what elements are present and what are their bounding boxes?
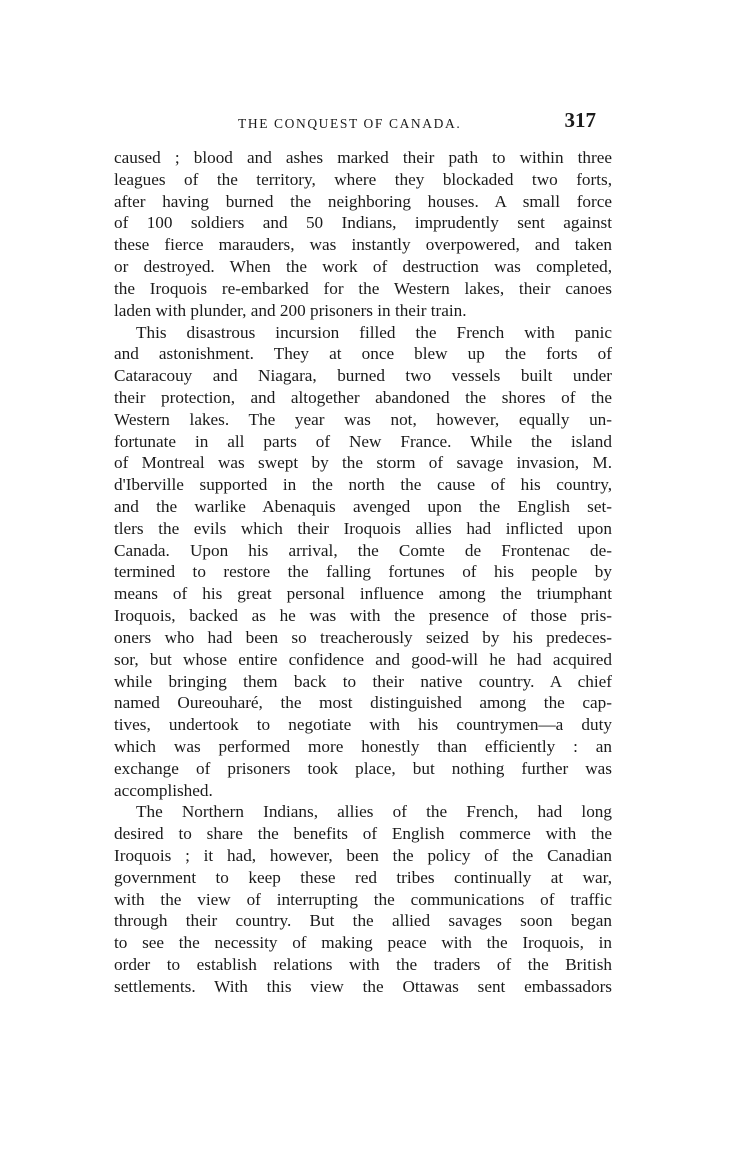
- text-line: named Oureouharé, the most distinguished among the cap-: [114, 693, 612, 713]
- text-line: Iroquois ; it had, however, been the policy of the Canadian: [114, 846, 612, 865]
- text-line: laden with plunder, and 200 prisoners in their train.: [114, 300, 467, 320]
- text-line: settlements. With this view the Ottawas sent embassadors: [114, 976, 612, 996]
- text-line: exchange of prisoners took place, but nothing further was: [114, 758, 612, 778]
- text-line: or destroyed. When the work of destruction was completed,: [114, 257, 612, 277]
- text-line: accomplished.: [114, 780, 213, 800]
- text-line: sor, but whose entire confidence and good-will he had acquired: [114, 649, 612, 669]
- text-line: through their country. But the allied savages soon began: [114, 911, 612, 931]
- text-line: and the warlike Abenaquis avenged upon the English set-: [114, 497, 612, 516]
- running-title: THE CONQUEST OF CANADA.: [238, 116, 462, 131]
- text-line: means of his great personal influence among the triumphant: [114, 584, 612, 604]
- text-line: order to establish relations with the traders of the British: [114, 955, 612, 975]
- text-line: tlers the evils which their Iroquois allies had inflicted upon: [114, 518, 612, 538]
- text-line: Western lakes. The year was not, however, equally un-: [114, 409, 612, 429]
- text-line: and astonishment. They at once blew up the forts of: [114, 344, 612, 364]
- body-text: [114, 147, 612, 998]
- paragraph-first-line: This disastrous incursion filled the French with panic: [136, 322, 612, 342]
- text-line: with the view of interrupting the communications of traffic: [114, 889, 612, 909]
- text-line: which was performed more honestly than efficiently : an: [114, 736, 612, 756]
- text-line: Canada. Upon his arrival, the Comte de Frontenac de-: [114, 540, 612, 560]
- text-line: Iroquois, backed as he was with the presence of those pris-: [114, 606, 612, 626]
- text-line: d'Iberville supported in the north the cause of his country,: [114, 475, 612, 495]
- text-line: fortunate in all parts of New France. While the island: [114, 431, 612, 451]
- text-line: of 100 soldiers and 50 Indians, imprudently sent against: [114, 213, 612, 233]
- text-line: the Iroquois re-embarked for the Western lakes, their canoes: [114, 278, 612, 298]
- text-line: to see the necessity of making peace with the Iroquois, in: [114, 933, 612, 953]
- text-line: these fierce marauders, was instantly overpowered, and taken: [114, 235, 612, 255]
- text-line: termined to restore the falling fortunes of his people by: [114, 562, 612, 582]
- paragraph-first-line: The Northern Indians, allies of the French, had long: [136, 802, 612, 822]
- text-line: their protection, and altogether abandoned the shores of the: [114, 387, 612, 407]
- text-line: while bringing them back to their native country. A chief: [114, 671, 612, 691]
- text-line: oners who had been so treacherously seized by his predeces-: [114, 627, 612, 647]
- text-line: desired to share the benefits of English commerce with the: [114, 824, 612, 844]
- text-line: leagues of the territory, where they blockaded two forts,: [114, 169, 612, 189]
- running-head: [112, 108, 602, 138]
- text-line: after having burned the neighboring houses. A small force: [114, 191, 612, 211]
- page-number: 317: [564, 108, 596, 132]
- text-line: of Montreal was swept by the storm of savage invasion, M.: [114, 453, 612, 473]
- text-line: government to keep these red tribes continually at war,: [114, 867, 612, 887]
- text-line: Cataracouy and Niagara, burned two vessels built under: [114, 366, 612, 386]
- text-line: tives, undertook to negotiate with his countrymen—a duty: [114, 715, 612, 735]
- text-line: caused ; blood and ashes marked their path to within three: [114, 148, 612, 167]
